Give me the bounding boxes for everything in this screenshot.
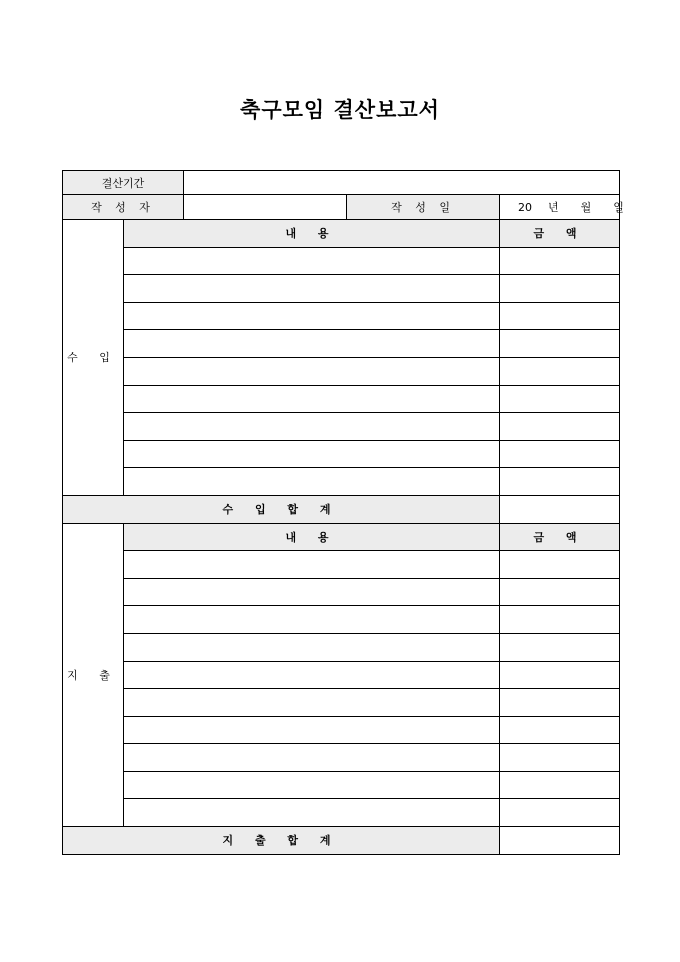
expense-content-cell[interactable] [124, 716, 500, 744]
expense-amount-cell[interactable] [500, 661, 620, 689]
expense-content-cell[interactable] [124, 606, 500, 634]
income-amount-cell[interactable] [500, 413, 620, 441]
income-table-row [63, 468, 620, 496]
expense-amount-cell[interactable] [500, 606, 620, 634]
expense-content-cell[interactable] [124, 633, 500, 661]
income-amount-cell[interactable] [500, 275, 620, 303]
income-amount-cell[interactable] [500, 357, 620, 385]
income-amount-cell[interactable] [500, 302, 620, 330]
expense-amount-header: 금 액 [500, 523, 620, 551]
report-table [62, 170, 624, 855]
expense-content-cell[interactable] [124, 661, 500, 689]
date-year: 20 [518, 201, 533, 214]
period-row [63, 171, 620, 195]
income-total-label: 수 입 합 계 [63, 495, 500, 523]
income-amount-cell[interactable] [500, 385, 620, 413]
date-month-unit: 월 [580, 201, 592, 214]
expense-amount-cell[interactable] [500, 771, 620, 799]
income-table-row [63, 413, 620, 441]
expense-content-cell[interactable] [124, 551, 500, 579]
author-row [63, 195, 620, 220]
expense-table-row [63, 689, 620, 717]
income-table-row [63, 357, 620, 385]
income-header-row [63, 220, 620, 248]
income-table-row [63, 247, 620, 275]
expense-table-row [63, 716, 620, 744]
income-amount-header: 금 액 [500, 220, 620, 248]
expense-amount-cell[interactable] [500, 799, 620, 827]
income-content-cell[interactable] [124, 440, 500, 468]
expense-amount-cell[interactable] [500, 689, 620, 717]
expense-total-value[interactable] [500, 827, 620, 855]
expense-amount-cell[interactable] [500, 716, 620, 744]
expense-content-cell[interactable] [124, 799, 500, 827]
income-content-cell[interactable] [124, 247, 500, 275]
date-field[interactable] [500, 195, 624, 220]
expense-amount-cell[interactable] [500, 744, 620, 772]
income-content-cell[interactable] [124, 468, 500, 496]
income-amount-cell[interactable] [500, 468, 620, 496]
expense-section-label: 지 출 [63, 523, 124, 827]
author-field[interactable] [184, 195, 347, 220]
income-amount-cell[interactable] [500, 247, 620, 275]
expense-table-row [63, 578, 620, 606]
expense-amount-cell[interactable] [500, 633, 620, 661]
date-label: 작 성 일 [347, 195, 500, 220]
period-label: 결산기간 [63, 171, 184, 195]
income-table-row [63, 330, 620, 358]
income-amount-cell[interactable] [500, 330, 620, 358]
income-content-cell[interactable] [124, 385, 500, 413]
income-table-row [63, 385, 620, 413]
income-content-cell[interactable] [124, 413, 500, 441]
expense-table-row [63, 551, 620, 579]
income-table-row [63, 275, 620, 303]
income-content-cell[interactable] [124, 302, 500, 330]
expense-content-header: 내 용 [124, 523, 500, 551]
expense-amount-cell[interactable] [500, 578, 620, 606]
expense-content-cell[interactable] [124, 744, 500, 772]
expense-table-row [63, 744, 620, 772]
date-year-unit: 년 [548, 201, 559, 214]
expense-amount-cell[interactable] [500, 551, 620, 579]
expense-table-row [63, 606, 620, 634]
page-title: 축구모임 결산보고서 [240, 98, 440, 122]
expense-total-label: 지 출 합 계 [63, 827, 500, 855]
income-content-header: 내 용 [124, 220, 500, 248]
expense-content-cell[interactable] [124, 578, 500, 606]
expense-content-cell[interactable] [124, 689, 500, 717]
income-section-label: 수 입 [63, 220, 124, 496]
expense-content-cell[interactable] [124, 771, 500, 799]
expense-table-row [63, 799, 620, 827]
expense-table-row [63, 661, 620, 689]
income-content-cell[interactable] [124, 357, 500, 385]
expense-header-row [63, 523, 620, 551]
expense-total-row [63, 827, 620, 855]
income-content-cell[interactable] [124, 275, 500, 303]
expense-table-row [63, 633, 620, 661]
income-content-cell[interactable] [124, 330, 500, 358]
income-table-row [63, 302, 620, 330]
period-field[interactable] [184, 171, 620, 195]
income-table-row [63, 440, 620, 468]
expense-table-row [63, 771, 620, 799]
income-amount-cell[interactable] [500, 440, 620, 468]
author-label: 작 성 자 [63, 195, 184, 220]
income-total-row [63, 495, 620, 523]
date-day-unit: 일 [613, 201, 624, 214]
income-total-value[interactable] [500, 495, 620, 523]
